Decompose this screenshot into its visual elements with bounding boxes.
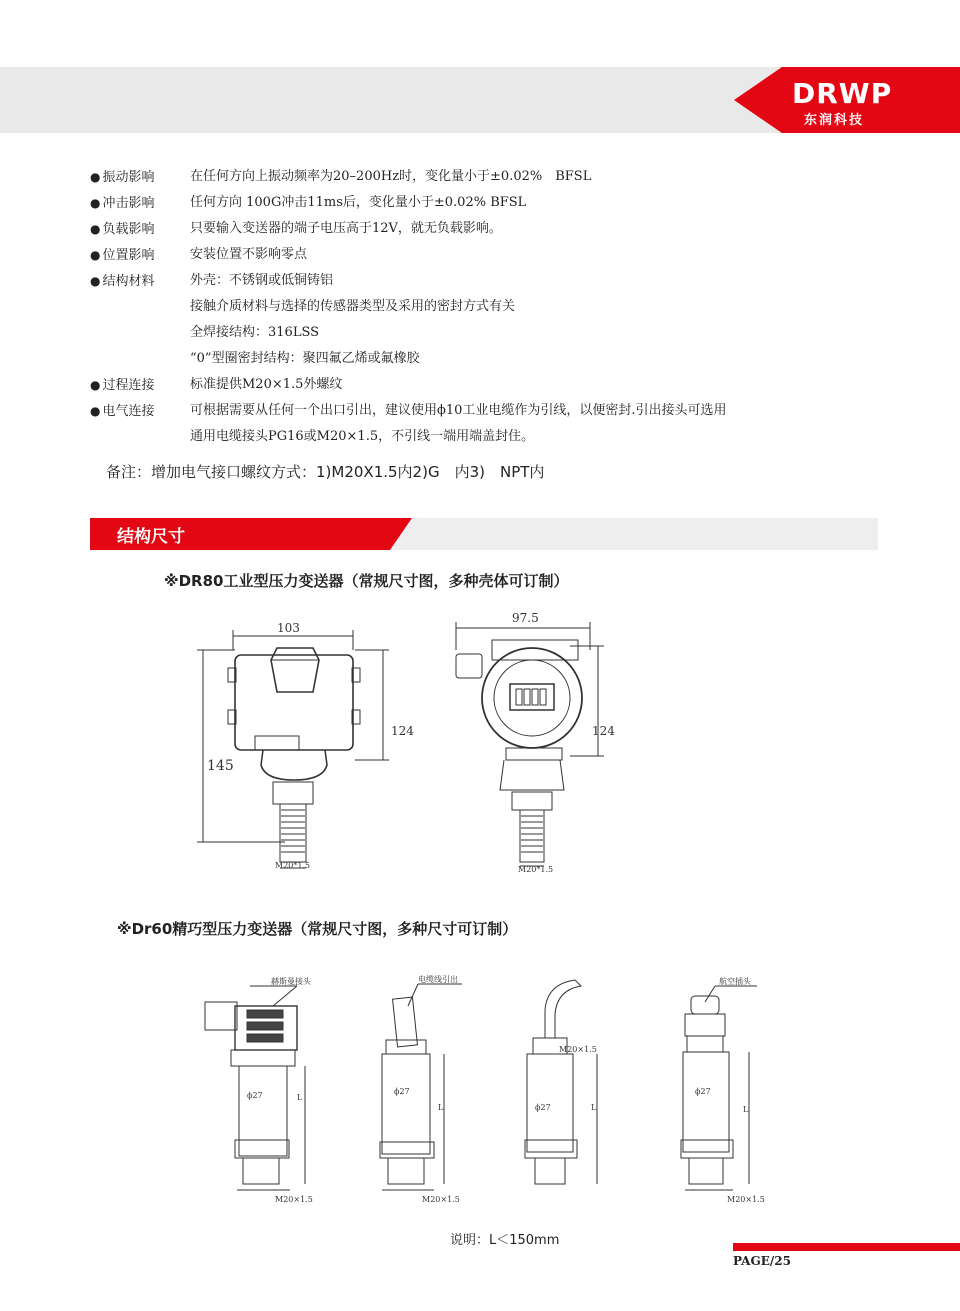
spec-item-process xyxy=(90,372,850,398)
page-number: PAGE/25 xyxy=(733,1254,791,1268)
dim-thread: M20*1.5 xyxy=(518,865,554,874)
brand-logo xyxy=(734,67,960,133)
section-title: 结构尺寸 xyxy=(117,527,185,547)
spec-value: 只要输入变送器的端子电压高于12V，就无负载影响。 xyxy=(190,221,502,236)
logo-company-name: 东润科技 xyxy=(804,113,865,128)
dr60-length: L xyxy=(591,1103,597,1112)
dim-thread: M20*1.5 xyxy=(275,861,311,870)
bullet-icon: ● xyxy=(90,248,101,262)
spec-list xyxy=(90,164,850,450)
spec-value: 在任何方向上振动频率为20–200Hz时，变化量小于±0.02% BFSL xyxy=(190,169,592,184)
spec-item-vibration xyxy=(90,164,850,190)
dr60-cable-drawing xyxy=(370,970,480,1210)
bullet-icon: ● xyxy=(90,196,101,210)
dim-height: 124 xyxy=(391,724,414,738)
bullet-icon: ● xyxy=(90,170,101,184)
logo-wordmark: DRWP xyxy=(792,77,893,110)
bullet-icon: ● xyxy=(90,404,101,418)
bullet-icon: ● xyxy=(90,378,101,392)
spec-item-electrical xyxy=(90,398,850,424)
footer-accent-bar xyxy=(733,1243,960,1251)
bullet-icon: ● xyxy=(90,274,101,288)
dr80-title: ※DR80工业型压力变送器（常规尺寸图，多种壳体可订制） xyxy=(164,572,569,590)
spec-item-position xyxy=(90,242,850,268)
spec-value: 标准提供M20×1.5外螺纹 xyxy=(190,377,343,392)
spec-label: 结构材料 xyxy=(102,274,155,289)
spec-value: “0”型圈密封结构：聚四氟乙烯或氟橡胶 xyxy=(190,351,420,366)
dr60-diameter: ϕ27 xyxy=(535,1103,551,1112)
spec-value: 任何方向 100G冲击11ms后，变化量小于±0.02% BFSL xyxy=(190,195,527,210)
spec-label: 冲击影响 xyxy=(102,196,155,211)
dr80-side-drawing xyxy=(195,610,435,885)
dr60-length: L xyxy=(743,1105,749,1114)
dr60-length: L xyxy=(438,1103,444,1112)
dr60-length: L xyxy=(297,1093,303,1102)
dr60-callout: 电缆线引出 xyxy=(418,975,458,984)
dim-width: 103 xyxy=(277,621,300,635)
spec-value: 安装位置不影响零点 xyxy=(190,247,308,262)
spec-label: 电气连接 xyxy=(102,404,155,419)
spec-item-load xyxy=(90,216,850,242)
spec-label: 位置影响 xyxy=(102,248,155,263)
dr60-diameter: ϕ27 xyxy=(394,1087,410,1096)
spec-value: 外壳：不锈钢或低铜铸铝 xyxy=(190,273,334,288)
spec-value: 接触介质材料与选择的传感器类型及采用的密封方式有关 xyxy=(190,299,516,314)
dr60-thread: M20×1.5 xyxy=(422,1195,460,1204)
dr60-callout: 航空插头 xyxy=(719,977,751,986)
spec-value: 可根据需要从任何一个出口引出，建议使用ϕ10工业电缆作为引线，以便密封.引出接头可选用 xyxy=(190,403,727,418)
dr60-thread: M20×1.5 xyxy=(727,1195,765,1204)
spec-label: 过程连接 xyxy=(102,378,155,393)
footer-note: 说明：L＜150mm xyxy=(450,1233,560,1248)
spec-label: 振动影响 xyxy=(102,170,155,185)
spec-value: 全焊接结构：316LSS xyxy=(190,325,320,340)
spec-value: 通用电缆接头PG16或M20×1.5，不引线一端用端盖封住。 xyxy=(190,429,535,444)
dim-total: 145 xyxy=(207,758,234,774)
spec-item-shock xyxy=(90,190,850,216)
dr60-hirschmann-drawing xyxy=(195,970,325,1210)
dr60-thread-top: M20×1.5 xyxy=(559,1045,597,1054)
dr60-diameter: ϕ27 xyxy=(247,1091,263,1100)
dr80-front-drawing xyxy=(440,610,640,885)
spec-label: 负载影响 xyxy=(102,222,155,237)
dr60-flex-cable-drawing xyxy=(515,970,620,1210)
dr60-aviation-drawing xyxy=(665,970,775,1210)
bullet-icon: ● xyxy=(90,222,101,236)
dr60-callout: 赫斯曼接头 xyxy=(271,977,311,986)
dim-height: 124 xyxy=(592,724,615,738)
spec-item-material xyxy=(90,268,850,294)
dim-width: 97.5 xyxy=(512,611,539,625)
remark-note: 备注：增加电气接口螺纹方式：1)M20X1.5内2)G 内3) NPT内 xyxy=(106,463,545,481)
dr60-thread: M20×1.5 xyxy=(275,1195,313,1204)
dr60-diameter: ϕ27 xyxy=(695,1087,711,1096)
dr60-title: ※Dr60精巧型压力变送器（常规尺寸图，多种尺寸可订制） xyxy=(117,920,518,938)
